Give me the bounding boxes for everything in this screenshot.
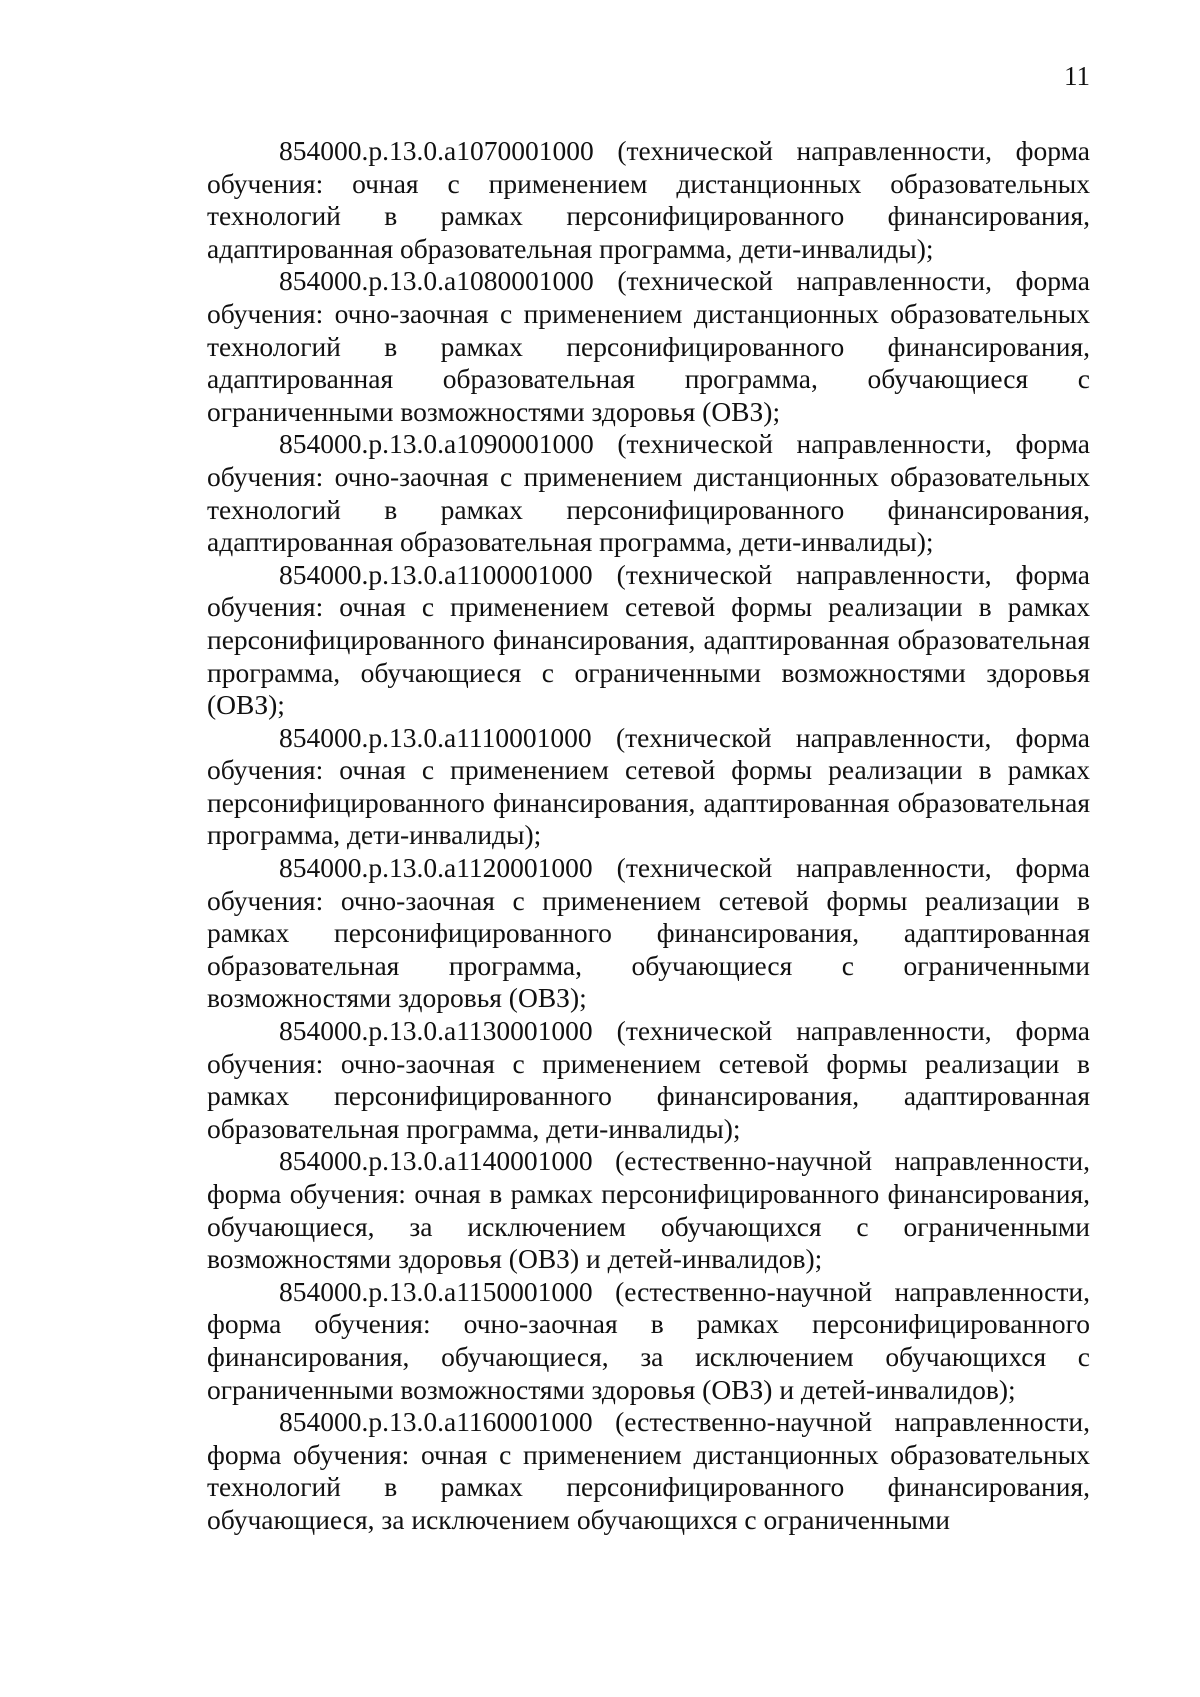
- list-item: 854000.р.13.0.а1160001000 (естественно-научной направленности, форма обучения: очная с применением дистанционных образовательных технологий в рамках персонифицированного финансирования, обучающиеся, за исключением обучающихся с ограниченными: [207, 1406, 1090, 1535]
- list-item: 854000.р.13.0.а1090001000 (технической направленности, форма обучения: очно-заочная с применением дистанционных образовательных технологий в рамках персонифицированного финансирования, адаптированная образовательная программа, дети-инвалиды);: [207, 428, 1090, 558]
- list-item: 854000.р.13.0.а1120001000 (технической направленности, форма обучения: очно-заочная с применением сетевой формы реализации в рамках персонифицированного финансирования, адаптированная образовательная программа, обучающиеся с ограниченными возможностями здоровья (ОВЗ);: [207, 852, 1090, 1014]
- document-body: [207, 135, 1090, 1537]
- list-item: 854000.р.13.0.а1130001000 (технической направленности, форма обучения: очно-заочная с применением сетевой формы реализации в рамках персонифицированного финансирования, адаптированная образовательная программа, дети-инвалиды);: [207, 1015, 1090, 1144]
- list-item: 854000.р.13.0.а1100001000 (технической направленности, форма обучения: очная с применением сетевой формы реализации в рамках персонифицированного финансирования, адаптированная образовательная программа, обучающиеся с ограниченными возможностями здоровья (ОВЗ);: [207, 558, 1090, 721]
- list-item: 854000.р.13.0.а1070001000 (технической направленности, форма обучения: очная с применением дистанционных образовательных технологий в рамках персонифицированного финансирования, адаптированная образовательная программа, дети-инвалиды);: [207, 135, 1090, 264]
- list-item: 854000.р.13.0.а1080001000 (технической направленности, форма обучения: очно-заочная с применением дистанционных образовательных технологий в рамках персонифицированного финансирования, адаптированная образовательная программа, обучающиеся с ограниченными возможностями здоровья (ОВЗ);: [207, 265, 1090, 427]
- page-number: 11: [1064, 61, 1090, 91]
- list-item: 854000.р.13.0.а1150001000 (естественно-научной направленности, форма обучения: очно-заочная в рамках персонифицированного финансирования, обучающиеся, за исключением обучающихся с ограниченными возможностями здоровья (ОВЗ) и детей-инвалидов);: [207, 1275, 1090, 1405]
- list-item: 854000.р.13.0.а1110001000 (технической направленности, форма обучения: очная с применением сетевой формы реализации в рамках персонифицированного финансирования, адаптированная образовательная программа, дети-инвалиды);: [207, 721, 1090, 851]
- list-item: 854000.р.13.0.а1140001000 (естественно-научной направленности, форма обучения: очная в рамках персонифицированного финансирования, обучающиеся, за исключением обучающихся с ограниченными возможностями здоровья (ОВЗ) и детей-инвалидов);: [207, 1145, 1090, 1275]
